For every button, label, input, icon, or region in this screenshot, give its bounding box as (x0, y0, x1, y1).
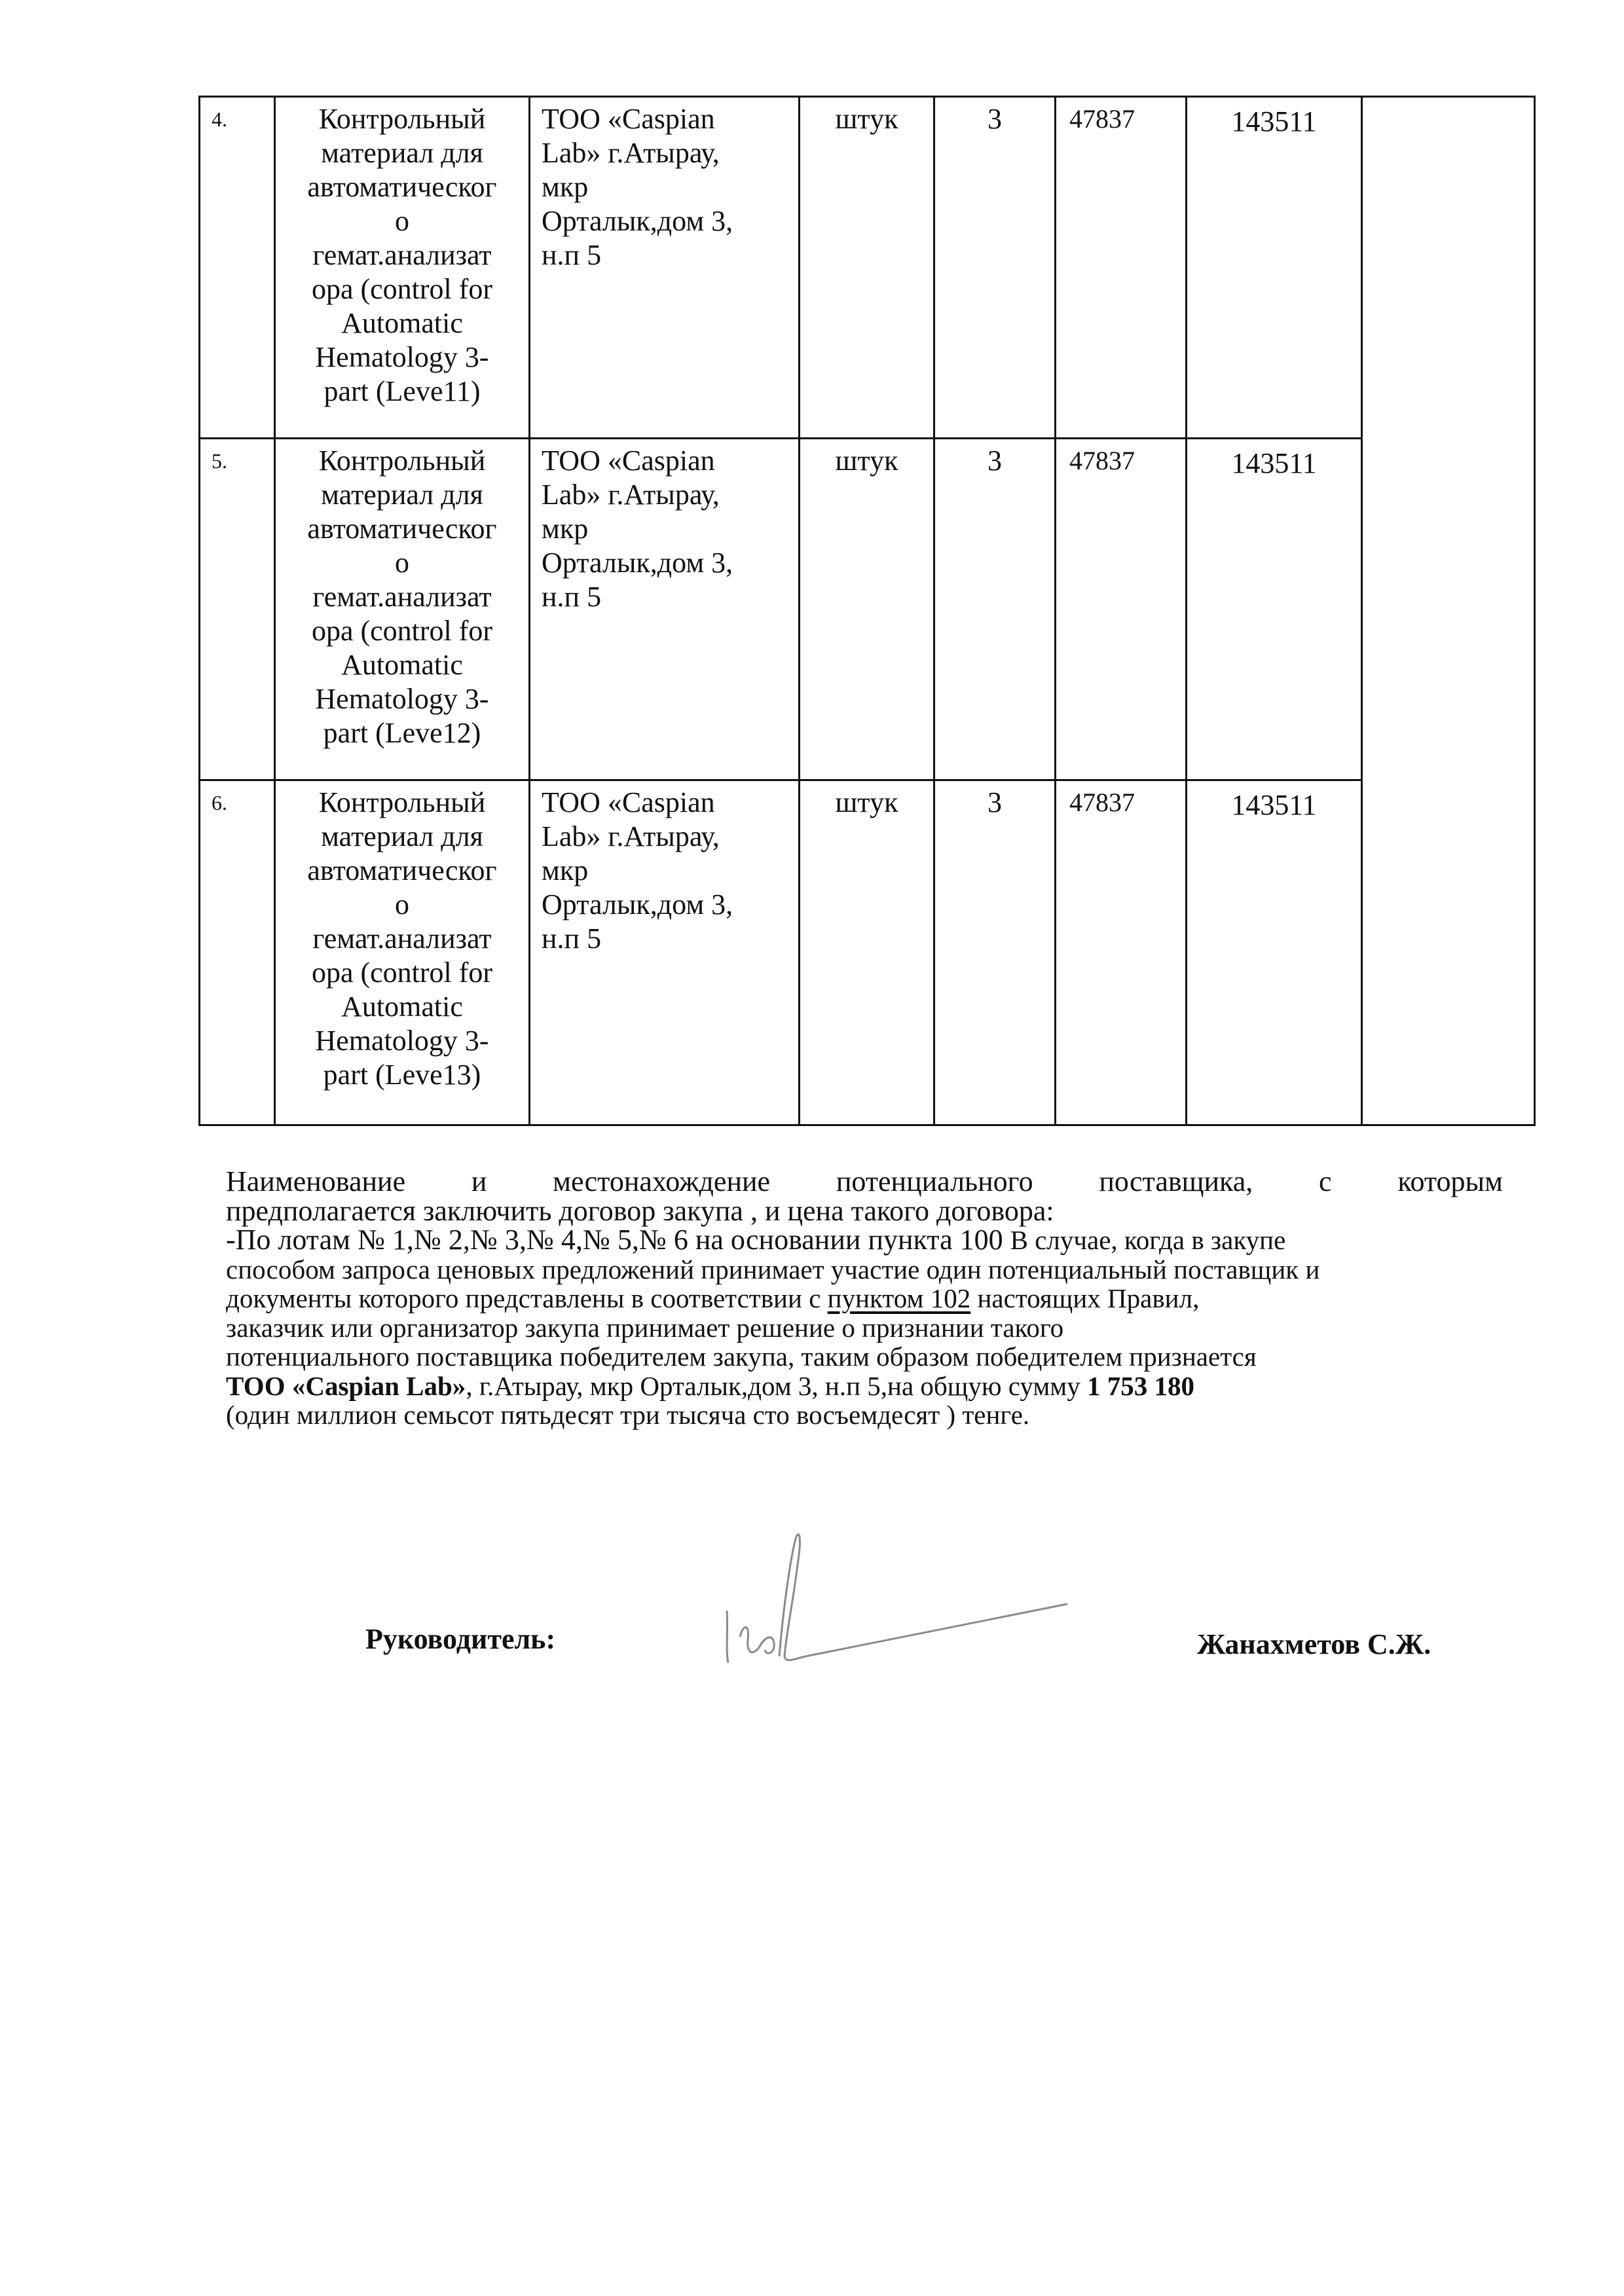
item-name-line: Automatic (341, 991, 463, 1023)
item-name-line: материал для (321, 137, 483, 169)
supplier (542, 102, 797, 272)
rule-reference-link[interactable]: пунктом 102 (827, 1283, 971, 1313)
contract-amount: 1 753 180 (1087, 1370, 1194, 1401)
item-name-line: Hematology 3- (315, 341, 489, 373)
supplier-line: мкр (542, 854, 589, 886)
word: и (471, 1165, 487, 1197)
paragraph-line: потенциального поставщика победителем закупа, таким образом победителем признается (226, 1341, 1257, 1372)
quantity: 3 (987, 103, 1002, 135)
supplier-line: ТОО «Caspian (542, 786, 715, 818)
supplier-line: Lab» г.Атырау, (542, 479, 720, 511)
supplier-line: ТОО «Caspian (542, 445, 715, 477)
supplier-line: н.п 5 (542, 581, 602, 613)
case-text: В случае, когда в закупе (1010, 1225, 1286, 1255)
item-name (276, 444, 528, 750)
item-name (276, 102, 528, 409)
unit: штук (835, 103, 898, 135)
item-name-line: Hematology 3- (315, 1025, 489, 1057)
col-divider (798, 96, 800, 1126)
item-name-line: ора (control for (311, 957, 493, 989)
text-span: настоящих Правил, (970, 1283, 1200, 1313)
supplier-line: Орталык,дом 3, (542, 547, 733, 579)
supplier-line: Орталык,дом 3, (542, 888, 733, 920)
row-number: 5. (212, 449, 227, 473)
text-span: документы которого представлены в соответствии с (226, 1283, 828, 1313)
unit-price: 47837 (1069, 104, 1135, 134)
supplier-line: ТОО «Caspian (542, 103, 715, 135)
row-number: 4. (212, 107, 227, 131)
item-name-line: part (Leve12) (323, 717, 481, 749)
total-amount: 143511 (1231, 789, 1317, 821)
supplier-line: мкр (542, 513, 589, 545)
paragraph-line: предполагается заключить договор закупа , и цена такого договора: (226, 1194, 1054, 1227)
unit: штук (835, 445, 898, 477)
supplier-line: н.п 5 (542, 239, 602, 271)
supplier-line: н.п 5 (542, 922, 602, 955)
supplier-line: Lab» г.Атырау, (542, 137, 720, 169)
word: которым (1397, 1165, 1503, 1197)
word: с (1319, 1165, 1332, 1197)
item-name-line: ора (control for (311, 273, 493, 305)
supplier-line: Lab» г.Атырау, (542, 820, 720, 852)
item-name-line: материал для (321, 479, 483, 511)
word: потенциального (836, 1165, 1033, 1197)
row-divider (198, 437, 1363, 439)
paragraph-line (226, 1167, 1503, 1197)
col-divider (1185, 96, 1187, 1126)
unit-price: 47837 (1069, 446, 1135, 475)
supplier-line: мкр (542, 171, 589, 203)
item-name-line: гемат.анализат (312, 239, 492, 271)
col-divider (1054, 96, 1056, 1126)
paragraph-line: заказчик или организатор закупа принимает решение о признании такого (226, 1312, 1064, 1343)
item-name-line: о (395, 888, 409, 920)
table-border-right (1534, 96, 1536, 1126)
table-border-top (198, 96, 1536, 98)
unit-price: 47837 (1069, 788, 1135, 817)
item-name-line: гемат.анализат (312, 581, 492, 613)
item-name-line: Контрольный (318, 786, 486, 818)
item-name-line: part (Leve13) (323, 1059, 481, 1091)
item-name-line: Automatic (341, 649, 463, 681)
item-name-line: Automatic (341, 307, 463, 339)
col-divider (528, 96, 530, 1126)
item-name (276, 786, 528, 1092)
word: местонахождение (553, 1165, 771, 1197)
item-name-line: Контрольный (318, 445, 486, 477)
row-number: 6. (212, 791, 227, 814)
item-name-line: автоматическог (307, 854, 497, 886)
word: поставщика, (1099, 1165, 1253, 1197)
item-name-line: материал для (321, 820, 483, 852)
lots-text: -По лотам № 1,№ 2,№ 3,№ 4,№ 5,№ 6 на основании пункта 100 (226, 1224, 1010, 1256)
winner-name: ТОО «Caspian Lab» (226, 1370, 466, 1401)
item-name-line: гемат.анализат (312, 922, 492, 955)
quantity: 3 (987, 786, 1002, 818)
col-divider (933, 96, 935, 1126)
item-name-line: part (Leve11) (323, 375, 481, 407)
item-name-line: Hematology 3- (315, 683, 489, 715)
unit: штук (835, 786, 898, 818)
item-name-line: автоматическог (307, 513, 497, 545)
paragraph-line (226, 1226, 1503, 1255)
text-span: , г.Атырау, мкр Орталык,дом 3, н.п 5,на общую сумму (466, 1370, 1087, 1401)
item-name-line: автоматическог (307, 171, 497, 203)
col-divider (1361, 96, 1363, 1126)
row-divider (198, 779, 1363, 781)
handwritten-signature-icon (714, 1525, 1080, 1676)
signatory-title: Руководитель: (365, 1623, 556, 1655)
paragraph-line: способом запроса ценовых предложений принимает участие один потенциальный поставщик и (226, 1254, 1320, 1285)
table-border-bottom (198, 1124, 1536, 1126)
paragraph-line: (один миллион семьсот пятьдесят три тысяча сто восъемдесят ) тенге. (226, 1400, 1030, 1430)
paragraph-line (226, 1372, 1503, 1401)
item-name-line: о (395, 547, 409, 579)
supplier-line: Орталык,дом 3, (542, 205, 733, 237)
item-name-line: ора (control for (311, 615, 493, 647)
lots-table (198, 96, 1536, 1126)
total-amount: 143511 (1231, 105, 1317, 137)
supplier (542, 786, 797, 956)
item-name-line: Контрольный (318, 103, 486, 135)
table-border-left (198, 96, 200, 1126)
item-name-line: о (395, 205, 409, 237)
total-amount: 143511 (1231, 447, 1317, 479)
paragraph-line (226, 1284, 1503, 1313)
supplier (542, 444, 797, 614)
signatory-name: Жанахметов С.Ж. (1197, 1628, 1431, 1660)
award-paragraph (226, 1167, 1503, 1430)
quantity: 3 (987, 445, 1002, 477)
word: Наименование (226, 1165, 406, 1197)
